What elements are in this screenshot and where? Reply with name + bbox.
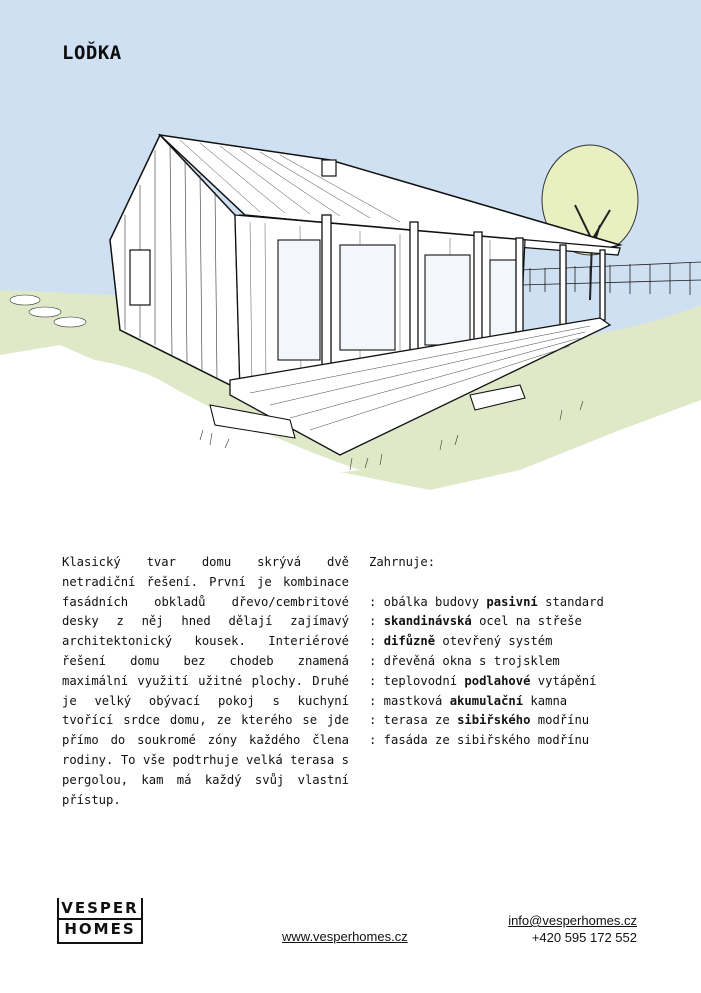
includes-item: : terasa ze sibiřského modřínu (369, 713, 590, 728)
house-description: Klasický tvar domu skrývá dvě netradiční řešení. První je kombinace fasádních obkladů dřevo/cembritové desky z něj hned dělají zajímavý architektonický kousek. Interiérové řešení domu bez chodeb znamená maximální využití užitné plochy. Druhé je velký obývací pokoj s kuchyní tvořící srdce domu, ze kterého se jde přímo do soukromé zóny každého člena rodiny. To vše podtrhuje velká terasa s pergolou, kam má každý svůj vlastní přístup. (62, 555, 349, 807)
page-title: LOĎKA (62, 42, 122, 64)
includes-items (369, 593, 669, 751)
includes-item: : mastková akumulační kamna (369, 693, 568, 708)
vesper-homes-logo (57, 898, 143, 944)
includes-item: : difůzně otevřený systém (369, 634, 553, 649)
includes-item: : dřevěná okna s trojsklem (369, 653, 560, 668)
email-link[interactable]: info@vesperhomes.cz (508, 913, 637, 928)
contact-block (508, 912, 637, 946)
includes-item: : teplovodní podlahové vytápění (369, 673, 597, 688)
includes-item: : skandinávská ocel na střeše (369, 614, 582, 629)
includes-item: : obálka budovy pasivní standard (369, 594, 604, 609)
includes-heading: Zahrnuje: (369, 555, 436, 569)
logo-line2: HOMES (64, 920, 136, 938)
website-link[interactable]: www.vesperhomes.cz (282, 929, 408, 944)
logo-line1: VESPER (61, 899, 139, 917)
includes-list (369, 553, 669, 751)
phone-number: +420 595 172 552 (531, 930, 637, 945)
includes-item: : fasáda ze sibiřského modřínu (369, 733, 590, 748)
